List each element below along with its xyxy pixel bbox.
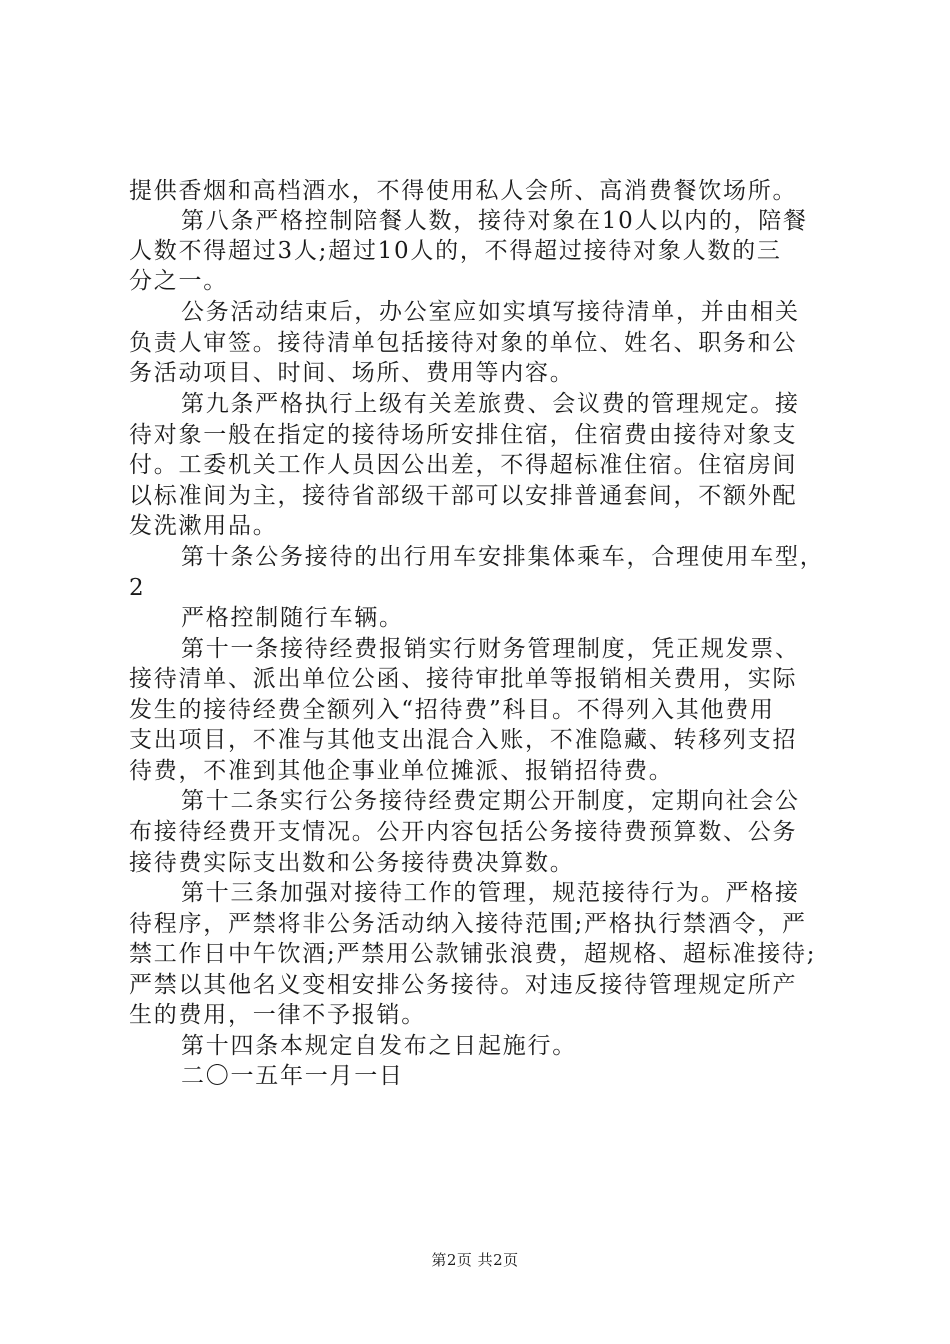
text-line: 支出项目，不准与其他支出混合入账，不准隐藏、转移列支招 bbox=[129, 727, 798, 753]
text-line: 待对象一般在指定的接待场所安排住宿，住宿费由接待对象支 bbox=[129, 422, 798, 448]
text-line: 布接待经费开支情况。公开内容包括公务接待费预算数、公务 bbox=[129, 819, 798, 845]
text-line: 待费，不准到其他企事业单位摊派、报销招待费。 bbox=[129, 758, 674, 784]
text-line: 严禁以其他名义变相安排公务接待。对违反接待管理规定所产 bbox=[129, 972, 798, 998]
text-line: 人数不得超过3人;超过10人的，不得超过接待对象人数的三 bbox=[129, 238, 782, 264]
text-line: 严格控制随行车辆。 bbox=[181, 605, 404, 631]
text-line: 付。工委机关工作人员因公出差，不得超标准住宿。住宿房间 bbox=[129, 452, 798, 478]
text-line: 待程序，严禁将非公务活动纳入接待范围;严格执行禁酒令，严 bbox=[129, 911, 807, 937]
text-line: 第十条公务接待的出行用车安排集体乘车，合理使用车型， bbox=[181, 544, 825, 570]
text-line: 生的费用，一律不予报销。 bbox=[129, 1002, 426, 1028]
text-line: 第十三条加强对接待工作的管理，规范接待行为。严格接 bbox=[181, 880, 800, 906]
text-line: 分之一。 bbox=[129, 268, 228, 294]
text-line: 接待费实际支出数和公务接待费决算数。 bbox=[129, 850, 575, 876]
text-line: 负责人审签。接待清单包括接待对象的单位、姓名、职务和公 bbox=[129, 330, 798, 356]
page-footer: 第2页 共2页 bbox=[431, 1251, 519, 1269]
page-break-number: 2 bbox=[129, 575, 146, 601]
text-line: 提供香烟和高档酒水，不得使用私人会所、高消费餐饮场所。 bbox=[129, 178, 798, 204]
text-line: 禁工作日中午饮酒;严禁用公款铺张浪费，超规格、超标准接待; bbox=[129, 941, 817, 967]
text-line: 第十二条实行公务接待经费定期公开制度，定期向社会公 bbox=[181, 788, 800, 814]
date-line: 二〇一五年一月一日 bbox=[181, 1063, 404, 1089]
text-line: 务活动项目、时间、场所、费用等内容。 bbox=[129, 360, 575, 386]
text-line: 第八条严格控制陪餐人数，接待对象在10人以内的，陪餐 bbox=[181, 208, 808, 234]
text-line: 第十四条本规定自发布之日起施行。 bbox=[181, 1033, 577, 1059]
text-line: 以标准间为主，接待省部级干部可以安排普通套间，不额外配 bbox=[129, 483, 798, 509]
text-line: 发洗漱用品。 bbox=[129, 513, 278, 539]
text-line: 第九条严格执行上级有关差旅费、会议费的管理规定。接 bbox=[181, 391, 800, 417]
text-line: 接待清单、派出单位公函、接待审批单等报销相关费用，实际 bbox=[129, 666, 798, 692]
text-line: 第十一条接待经费报销实行财务管理制度，凭正规发票、 bbox=[181, 636, 800, 662]
text-line: 发生的接待经费全额列入“招待费”科目。不得列入其他费用 bbox=[129, 697, 775, 723]
text-line: 公务活动结束后，办公室应如实填写接待清单，并由相关 bbox=[181, 299, 800, 325]
